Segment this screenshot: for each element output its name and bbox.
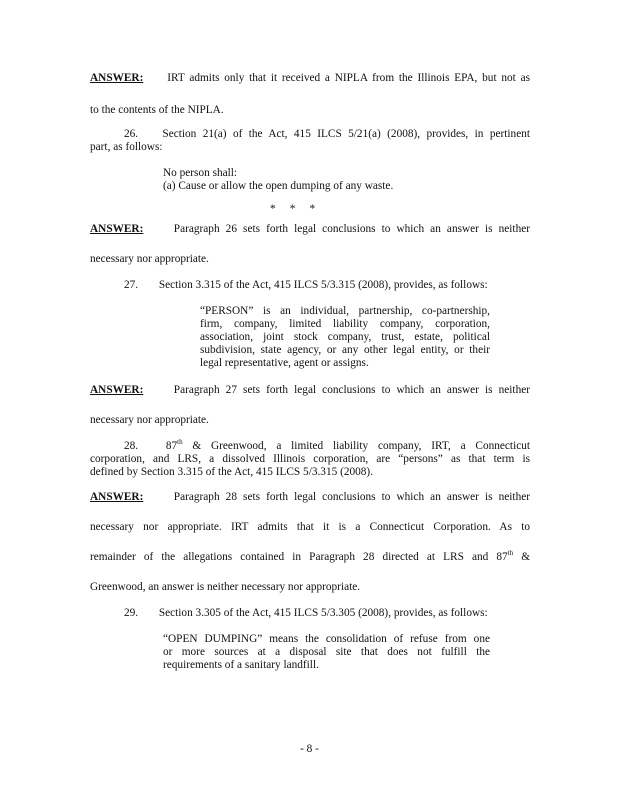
block-quote-line: subdivision, state agency, or any other legal entity, or their	[200, 344, 490, 356]
block-quote-line: “OPEN DUMPING” means the consolidation of refuse from one	[163, 633, 490, 645]
block-quote-line: (a) Cause or allow the open dumping of any waste.	[163, 180, 394, 192]
answer-paragraph-line: to the contents of the NIPLA.	[90, 104, 224, 116]
paragraph-29-line: 29. Section 3.305 of the Act, 415 ILCS 5/3.305 (2008), provides, as follows:	[124, 607, 488, 619]
answer-label: ANSWER:	[90, 223, 144, 235]
answer-label: ANSWER:	[90, 491, 144, 503]
answer-paragraph-line: ANSWER: IRT admits only that it received a NIPLA from the Illinois EPA, but not as	[90, 72, 530, 84]
paragraph-28-line: corporation, and LRS, a dissolved Illinois corporation, are “persons” as that term is	[90, 453, 530, 465]
paragraph-number: 27.	[124, 279, 139, 291]
paragraph-28-line: 28. 87th & Greenwood, a limited liability company, IRT, a Connecticut	[124, 438, 531, 452]
answer-paragraph-line: necessary nor appropriate.	[90, 253, 209, 265]
ellipsis-stars: * * *	[270, 203, 316, 215]
block-quote-line: requirements of a sanitary landfill.	[163, 659, 319, 671]
answer-paragraph-line: ANSWER: Paragraph 28 sets forth legal conclusions to which an answer is neither	[90, 491, 530, 503]
answer-paragraph-line: necessary nor appropriate.	[90, 414, 209, 426]
answer-paragraph-line: ANSWER: Paragraph 27 sets forth legal conclusions to which an answer is neither	[90, 384, 530, 396]
answer-label: ANSWER:	[90, 384, 144, 396]
block-quote-line: “PERSON” is an individual, partnership, co-partnership,	[200, 305, 490, 317]
paragraph-28-line: defined by Section 3.315 of the Act, 415 ILCS 5/3.315 (2008).	[90, 466, 374, 478]
paragraph-27-line: 27. Section 3.315 of the Act, 415 ILCS 5/3.315 (2008), provides, as follows:	[124, 279, 488, 291]
block-quote-line: firm, company, limited liability company, corporation,	[200, 318, 490, 330]
block-quote-line: No person shall:	[163, 167, 238, 179]
paragraph-number: 28.	[124, 440, 139, 452]
block-quote-line: legal representative, agent or assigns.	[200, 357, 369, 369]
answer-paragraph-line: ANSWER: Paragraph 26 sets forth legal conclusions to which an answer is neither	[90, 223, 530, 235]
answer-label: ANSWER:	[90, 72, 144, 84]
paragraph-26-line: part, as follows:	[90, 141, 163, 153]
answer-paragraph-line: remainder of the allegations contained in Paragraph 28 directed at LRS and 87th &	[90, 549, 530, 563]
answer-paragraph-line: necessary nor appropriate. IRT admits that it is a Connecticut Corporation. As to	[90, 521, 530, 533]
answer-paragraph-line: Greenwood, an answer is neither necessary nor appropriate.	[90, 581, 361, 593]
paragraph-26-line: 26. Section 21(a) of the Act, 415 ILCS 5/21(a) (2008), provides, in pertinent	[124, 128, 531, 140]
paragraph-number: 26.	[124, 128, 139, 140]
block-quote-line: association, joint stock company, trust, estate, political	[200, 331, 490, 343]
block-quote-line: or more sources at a disposal site that does not fulfill the	[163, 646, 490, 658]
paragraph-number: 29.	[124, 607, 139, 619]
page-number: - 8 -	[300, 743, 319, 755]
